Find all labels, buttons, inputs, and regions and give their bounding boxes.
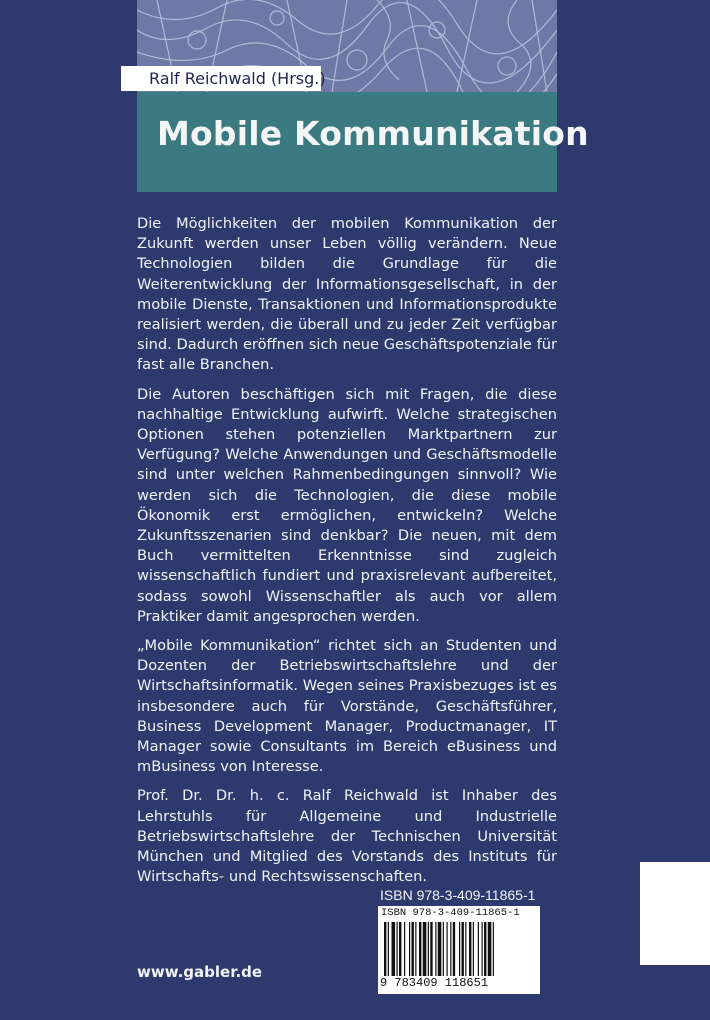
white-sticker-area: [640, 862, 710, 965]
barcode-digits: 9 783409 118651: [380, 976, 489, 990]
barcode-isbn-label: ISBN 978-3-409-11865-1: [381, 907, 520, 919]
barcode-bars: [384, 922, 534, 976]
blurb-paragraph: Die Autoren beschäftigen sich mit Fragen, die diese nachhaltige Entwicklung aufwirft. Welche strategischen Optionen stehen potenziellen Marktpartnern zur Verfügung? Welche Anwendungen und Geschäftsmodelle sind unter welchen Rahmenbedingungen sinnvoll? Wie werden sich die Technologien, die diese mobile Ökonomik erst ermöglichen, entwickeln? Welche Zukunftsszenarien sind denkbar? Die neuen, mit dem Buch vermittelten Erkenntnisse sind zugleich wissenschaftlich fundiert und praxisrelevant aufbereitet, sodass sowohl Wissenschaftler als auch vor allem Praktiker damit angesprochen werden.: [137, 385, 557, 625]
title-block: [137, 92, 589, 192]
publisher-website: www.gabler.de: [137, 963, 263, 981]
blurb-paragraph: Die Möglichkeiten der mobilen Kommunikation der Zukunft werden unser Leben völlig verändern. Neue Technologien bilden die Grundlage für die Weiterentwicklung der Informationsgesellschaft, in der mobile Dienste, Transaktionen und Informationsprodukte realisiert werden, die überall und zu jeder Zeit verfügbar sind. Dadurch eröffnen sich neue Geschäftspotenziale für fast alle Branchen.: [137, 215, 557, 374]
author-bio-paragraph: Prof. Dr. Dr. h. c. Ralf Reichwald ist Inhaber des Lehrstuhls für Allgemeine und Industrielle Betriebswirtschaftslehre der Technischen Universität München und Mitglied des Vorstands des Instituts für Wirtschafts- und Rechtswissenschaften.: [137, 787, 557, 886]
barcode: [378, 906, 540, 994]
blurb-paragraph: „Mobile Kommunikation“ richtet sich an Studenten und Dozenten der Betriebswirtschaftslehre und der Wirtschaftsinformatik. Wegen seines Praxisbezuges ist es insbesondere auch für Vorstände, Geschäftsführer, Business Development Manager, Productmanager, IT Manager sowie Consultants im Bereich eBusiness und mBusiness von Interesse.: [137, 637, 557, 776]
book-title: Mobile Kommunikation: [157, 114, 589, 153]
author-label: Ralf Reichwald (Hrsg.): [149, 69, 326, 88]
blurb-text: [137, 214, 557, 897]
isbn-label: ISBN 978-3-409-11865-1: [380, 887, 536, 903]
